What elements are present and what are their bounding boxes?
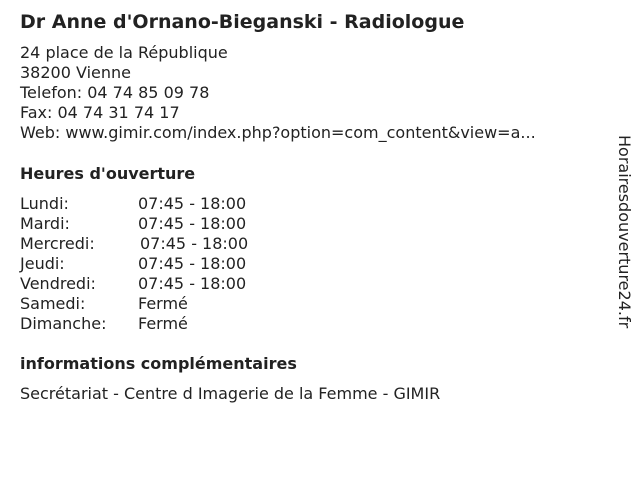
street-address: 24 place de la République: [20, 43, 228, 62]
info-heading: informations complémentaires: [20, 354, 297, 373]
hours-row: [20, 294, 280, 314]
day-label: Lundi:: [20, 194, 69, 213]
hours-row: [20, 314, 280, 334]
page-title: Dr Anne d'Ornano-Bieganski - Radiologue: [20, 11, 465, 33]
hours-heading: Heures d'ouverture: [20, 164, 196, 183]
info-text: Secrétariat - Centre d Imagerie de la Femme - GIMIR: [20, 384, 441, 403]
day-label: Vendredi:: [20, 274, 96, 293]
hours-value: 07:45 - 18:00: [140, 234, 249, 253]
hours-table: [20, 194, 280, 334]
day-label: Jeudi:: [20, 254, 65, 273]
site-brand-watermark: Horairesdouverture24.fr: [615, 135, 634, 329]
hours-row: [20, 194, 280, 214]
fax-line: Fax: 04 74 31 74 17: [20, 103, 180, 122]
hours-value: Fermé: [138, 314, 188, 333]
hours-row: [20, 254, 280, 274]
day-label: Mercredi:: [20, 234, 95, 253]
hours-row: [20, 234, 280, 254]
hours-value: Fermé: [138, 294, 188, 313]
day-label: Samedi:: [20, 294, 86, 313]
hours-row: [20, 274, 280, 294]
hours-value: 07:45 - 18:00: [138, 194, 247, 213]
website-link[interactable]: Web: www.gimir.com/index.php?option=com_content&view=a...: [20, 123, 536, 142]
day-label: Dimanche:: [20, 314, 107, 333]
day-label: Mardi:: [20, 214, 70, 233]
phone-line[interactable]: Telefon: 04 74 85 09 78: [20, 83, 210, 102]
city-line: 38200 Vienne: [20, 63, 131, 82]
hours-value: 07:45 - 18:00: [138, 214, 247, 233]
hours-value: 07:45 - 18:00: [138, 274, 247, 293]
hours-value: 07:45 - 18:00: [138, 254, 247, 273]
hours-row: [20, 214, 280, 234]
address-block: [20, 43, 536, 143]
